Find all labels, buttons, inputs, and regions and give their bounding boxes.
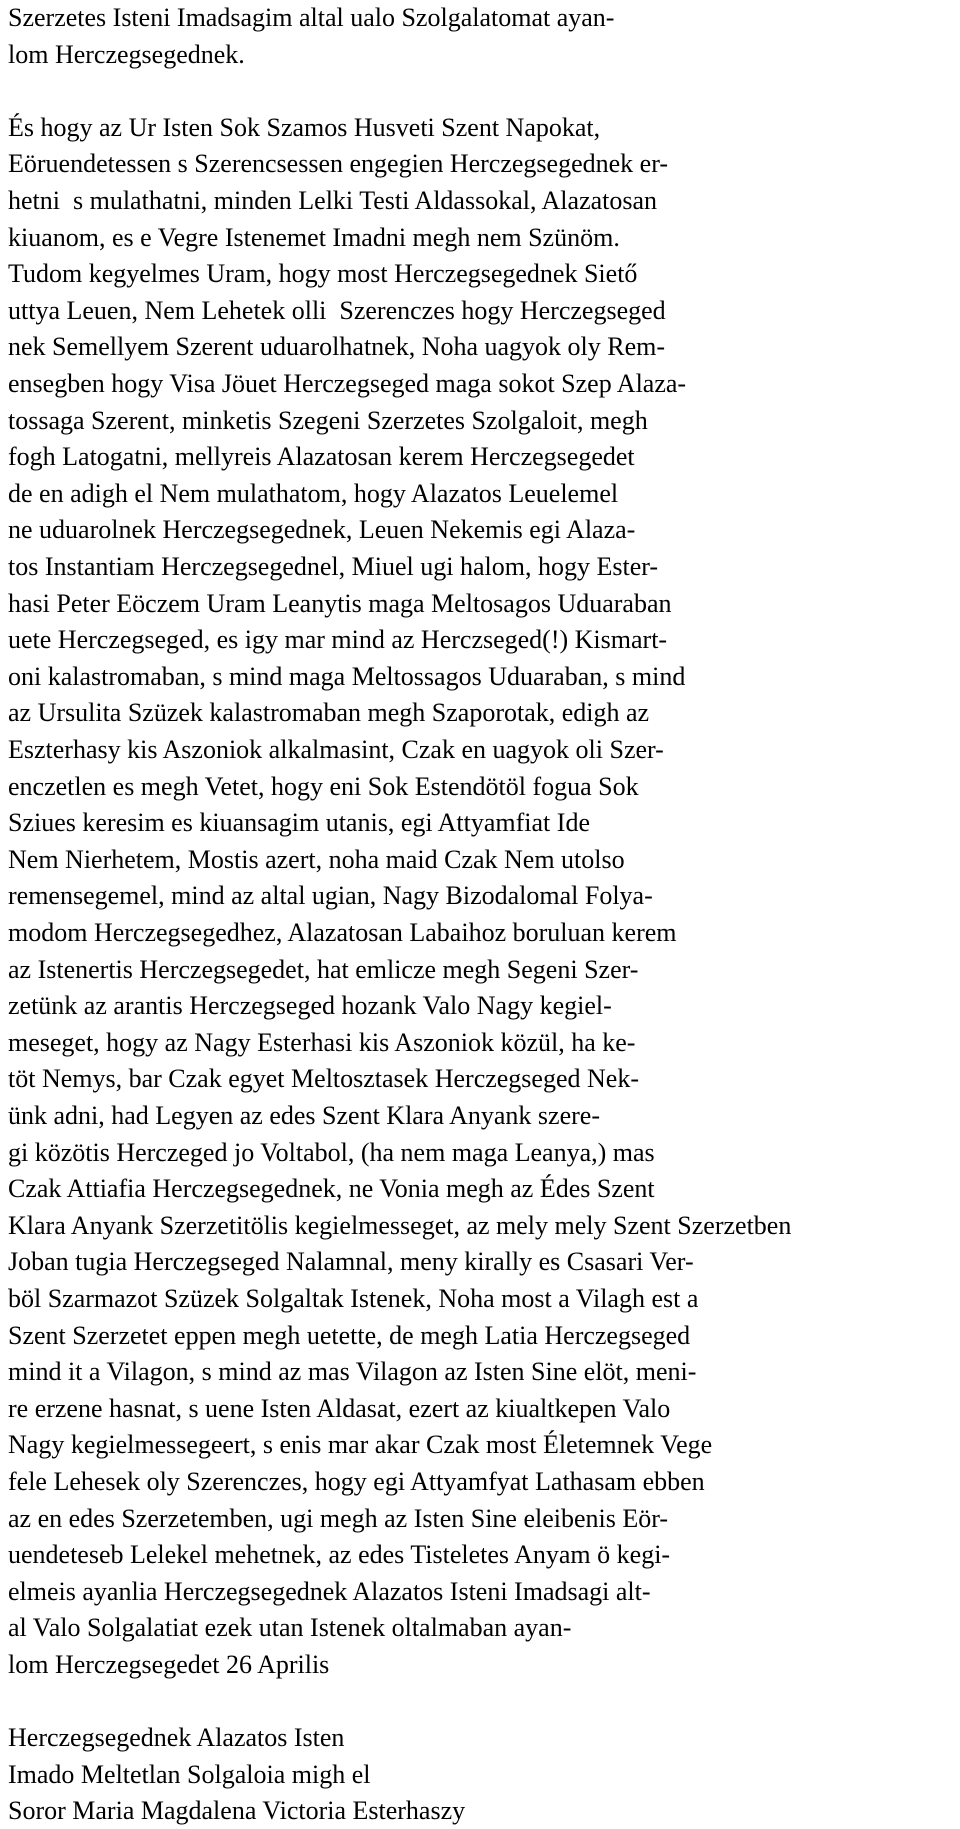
text-line: böl Szarmazot Szüzek Solgaltak Istenek, Noha most a Vilagh est a: [8, 1284, 699, 1313]
text-line: nek Semellyem Szerent uduarolhatnek, Noha uagyok oly Rem-: [8, 332, 666, 362]
text-line: enczetlen es megh Vetet, hogy eni Sok Estendötöl fogua Sok: [8, 771, 639, 801]
text-line: Joban tugia Herczegseged Nalamnal, meny kirally es Csasari Ver-: [8, 1247, 694, 1277]
text-line: hetni s mulathatni, minden Lelki Testi Aldassokal, Alazatosan: [8, 186, 658, 215]
text-line: Nagy kegielmessegeert, s enis mar akar Czak most Életemnek Vege: [8, 1430, 713, 1460]
text-line: Herczegsegednek Alazatos Isten: [8, 1723, 345, 1753]
text-line: fogh Latogatni, mellyreis Alazatosan kerem Herczegsegedet: [8, 442, 635, 472]
text-line: re erzene hasnat, s uene Isten Aldasat, ezert az kiualtkepen Valo: [8, 1393, 671, 1423]
text-line: uttya Leuen, Nem Lehetek olli Szerenczes hogy Herczegseged: [8, 295, 666, 325]
text-line: zetünk az arantis Herczegseged hozank Valo Nagy kegiel-: [8, 991, 612, 1021]
text-line: Nem Nierhetem, Mostis azert, noha maid Czak Nem utolso: [8, 844, 625, 874]
text-line: elmeis ayanlia Herczegsegednek Alazatos Isteni Imadsagi alt-: [8, 1576, 651, 1606]
text-line: mind it a Vilagon, s mind az mas Vilagon az Isten Sine elöt, meni-: [8, 1357, 697, 1387]
text-line: töt Nemys, bar Czak egyet Meltosztasek Herczegseged Nek-: [8, 1064, 639, 1094]
text-line: Sziues keresim es kiuansagim utanis, egi Attyamfiat Ide: [8, 808, 590, 838]
text-line: És hogy az Ur Isten Sok Szamos Husveti Szent Napokat,: [8, 112, 601, 142]
text-line: lom Herczegsegedet 26 Aprilis: [8, 1650, 330, 1679]
text-line: fele Lehesek oly Szerenczes, hogy egi Attyamfyat Lathasam ebben: [8, 1467, 705, 1496]
text-line: tos Instantiam Herczegsegednel, Miuel ugi halom, hogy Ester-: [8, 552, 659, 581]
text-line: uete Herczegseged, es igy mar mind az Herczseged(!) Kismart-: [8, 625, 668, 655]
text-line: az Ursulita Szüzek kalastromaban megh Szaporotak, edigh az: [8, 698, 650, 728]
text-line: Czak Attiafia Herczegsegednek, ne Vonia megh az Édes Szent: [8, 1174, 655, 1204]
text-line: lom Herczegsegednek.: [8, 39, 245, 69]
text-line: oni kalastromaban, s mind maga Meltossagos Uduaraban, s mind: [8, 661, 686, 691]
text-line: Imado Meltetlan Solgaloia migh el: [8, 1759, 371, 1789]
text-line: al Valo Solgalatiat ezek utan Istenek oltalmaban ayan-: [8, 1613, 572, 1643]
text-line: ne uduarolnek Herczegsegednek, Leuen Nekemis egi Alaza-: [8, 515, 636, 545]
text-line: de en adigh el Nem mulathatom, hogy Alazatos Leuelemel: [8, 478, 619, 508]
text-line: tossaga Szerent, minketis Szegeni Szerzetes Szolgaloit, megh: [8, 405, 648, 435]
text-line: Eszterhasy kis Aszoniok alkalmasint, Czak en uagyok oli Szer-: [8, 735, 664, 764]
text-line: kiuanom, es e Vegre Istenemet Imadni megh nem Szünöm.: [8, 222, 620, 252]
text-line: Klara Anyank Szerzetitölis kegielmesseget, az mely mely Szent Szerzetben: [8, 1210, 792, 1240]
text-line: ensegben hogy Visa Jöuet Herczegseged maga sokot Szep Alaza-: [8, 369, 687, 398]
text-line: az Istenertis Herczegsegedet, hat emlicze megh Segeni Szer-: [8, 954, 639, 984]
text-line: ünk adni, had Legyen az edes Szent Klara Anyank szere-: [8, 1101, 600, 1130]
text-line: remensegemel, mind az altal ugian, Nagy Bizodalomal Folya-: [8, 881, 653, 911]
text-line: meseget, hogy az Nagy Esterhasi kis Aszoniok közül, ha ke-: [8, 1027, 636, 1057]
text-line: Soror Maria Magdalena Victoria Esterhaszy: [8, 1796, 466, 1826]
text-line: hasi Peter Eöczem Uram Leanytis maga Meltosagos Uduaraban: [8, 588, 672, 618]
text-line: gi közötis Herczeged jo Voltabol, (ha nem maga Leanya,) mas: [8, 1137, 655, 1167]
text-line: az en edes Szerzetemben, ugi megh az Isten Sine eleibenis Eör-: [8, 1503, 669, 1533]
text-line: uendeteseb Lelekel mehetnek, az edes Tisteletes Anyam ö kegi-: [8, 1540, 671, 1570]
text-line: Szerzetes Isteni Imadsagim altal ualo Szolgalatomat ayan-: [8, 3, 615, 32]
text-line: Tudom kegyelmes Uram, hogy most Herczegsegednek Siető: [8, 259, 638, 289]
text-line: Szent Szerzetet eppen megh uetette, de megh Latia Herczegseged: [8, 1320, 691, 1350]
text-line: Eöruendetessen s Szerencsessen engegien Herczegsegednek er-: [8, 149, 669, 179]
text-line: modom Herczegsegedhez, Alazatosan Labaihoz boruluan kerem: [8, 918, 677, 947]
